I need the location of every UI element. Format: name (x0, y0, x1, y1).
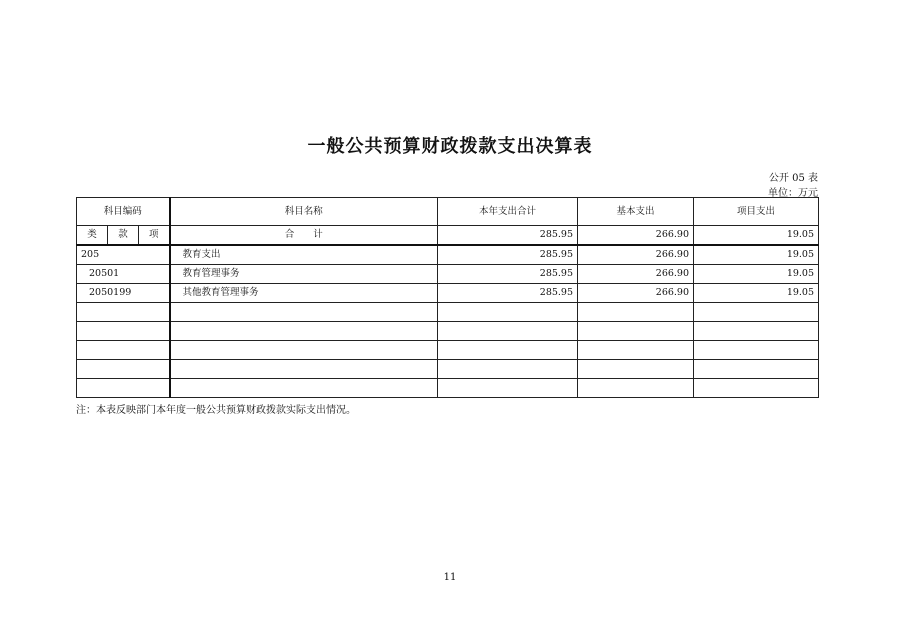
empty-row (77, 322, 819, 341)
row-code: 20501 (77, 265, 170, 284)
row-total: 285.95 (438, 245, 578, 265)
sum-basic: 266.90 (578, 226, 694, 246)
sum-total: 285.95 (438, 226, 578, 246)
footnote: 注：本表反映部门本年度一般公共预算财政拨款实际支出情况。 (76, 405, 356, 416)
empty-row (77, 360, 819, 379)
page-number: 11 (443, 572, 457, 583)
table-row (77, 284, 819, 303)
header-row (77, 198, 819, 226)
subheader-kuan: 款 (108, 226, 139, 246)
header-project: 项目支出 (694, 198, 819, 226)
sum-label: 合 计 (170, 226, 438, 246)
row-name: 教育管理事务 (170, 265, 438, 284)
row-project: 19.05 (694, 284, 819, 303)
unit-label: 单位：万元 (768, 188, 818, 199)
subheader-lei: 类 (77, 226, 108, 246)
page-title: 一般公共预算财政拨款支出决算表 (307, 136, 593, 157)
sum-project: 19.05 (694, 226, 819, 246)
budget-table (76, 197, 819, 398)
row-code: 205 (77, 245, 170, 265)
row-name: 教育支出 (170, 245, 438, 265)
form-number: 公开 05 表 (768, 173, 818, 184)
row-project: 19.05 (694, 265, 819, 284)
subheader-xiang: 项 (139, 226, 170, 246)
row-code: 2050199 (77, 284, 170, 303)
empty-row (77, 303, 819, 322)
header-code: 科目编码 (77, 198, 170, 226)
row-basic: 266.90 (578, 265, 694, 284)
total-row (77, 226, 819, 246)
row-total: 285.95 (438, 265, 578, 284)
row-basic: 266.90 (578, 245, 694, 265)
row-project: 19.05 (694, 245, 819, 265)
row-basic: 266.90 (578, 284, 694, 303)
header-total: 本年支出合计 (438, 198, 578, 226)
empty-row (77, 341, 819, 360)
row-total: 285.95 (438, 284, 578, 303)
table-row (77, 265, 819, 284)
table-row (77, 245, 819, 265)
row-name: 其他教育管理事务 (170, 284, 438, 303)
empty-row (77, 379, 819, 398)
header-basic: 基本支出 (578, 198, 694, 226)
header-name: 科目名称 (170, 198, 438, 226)
